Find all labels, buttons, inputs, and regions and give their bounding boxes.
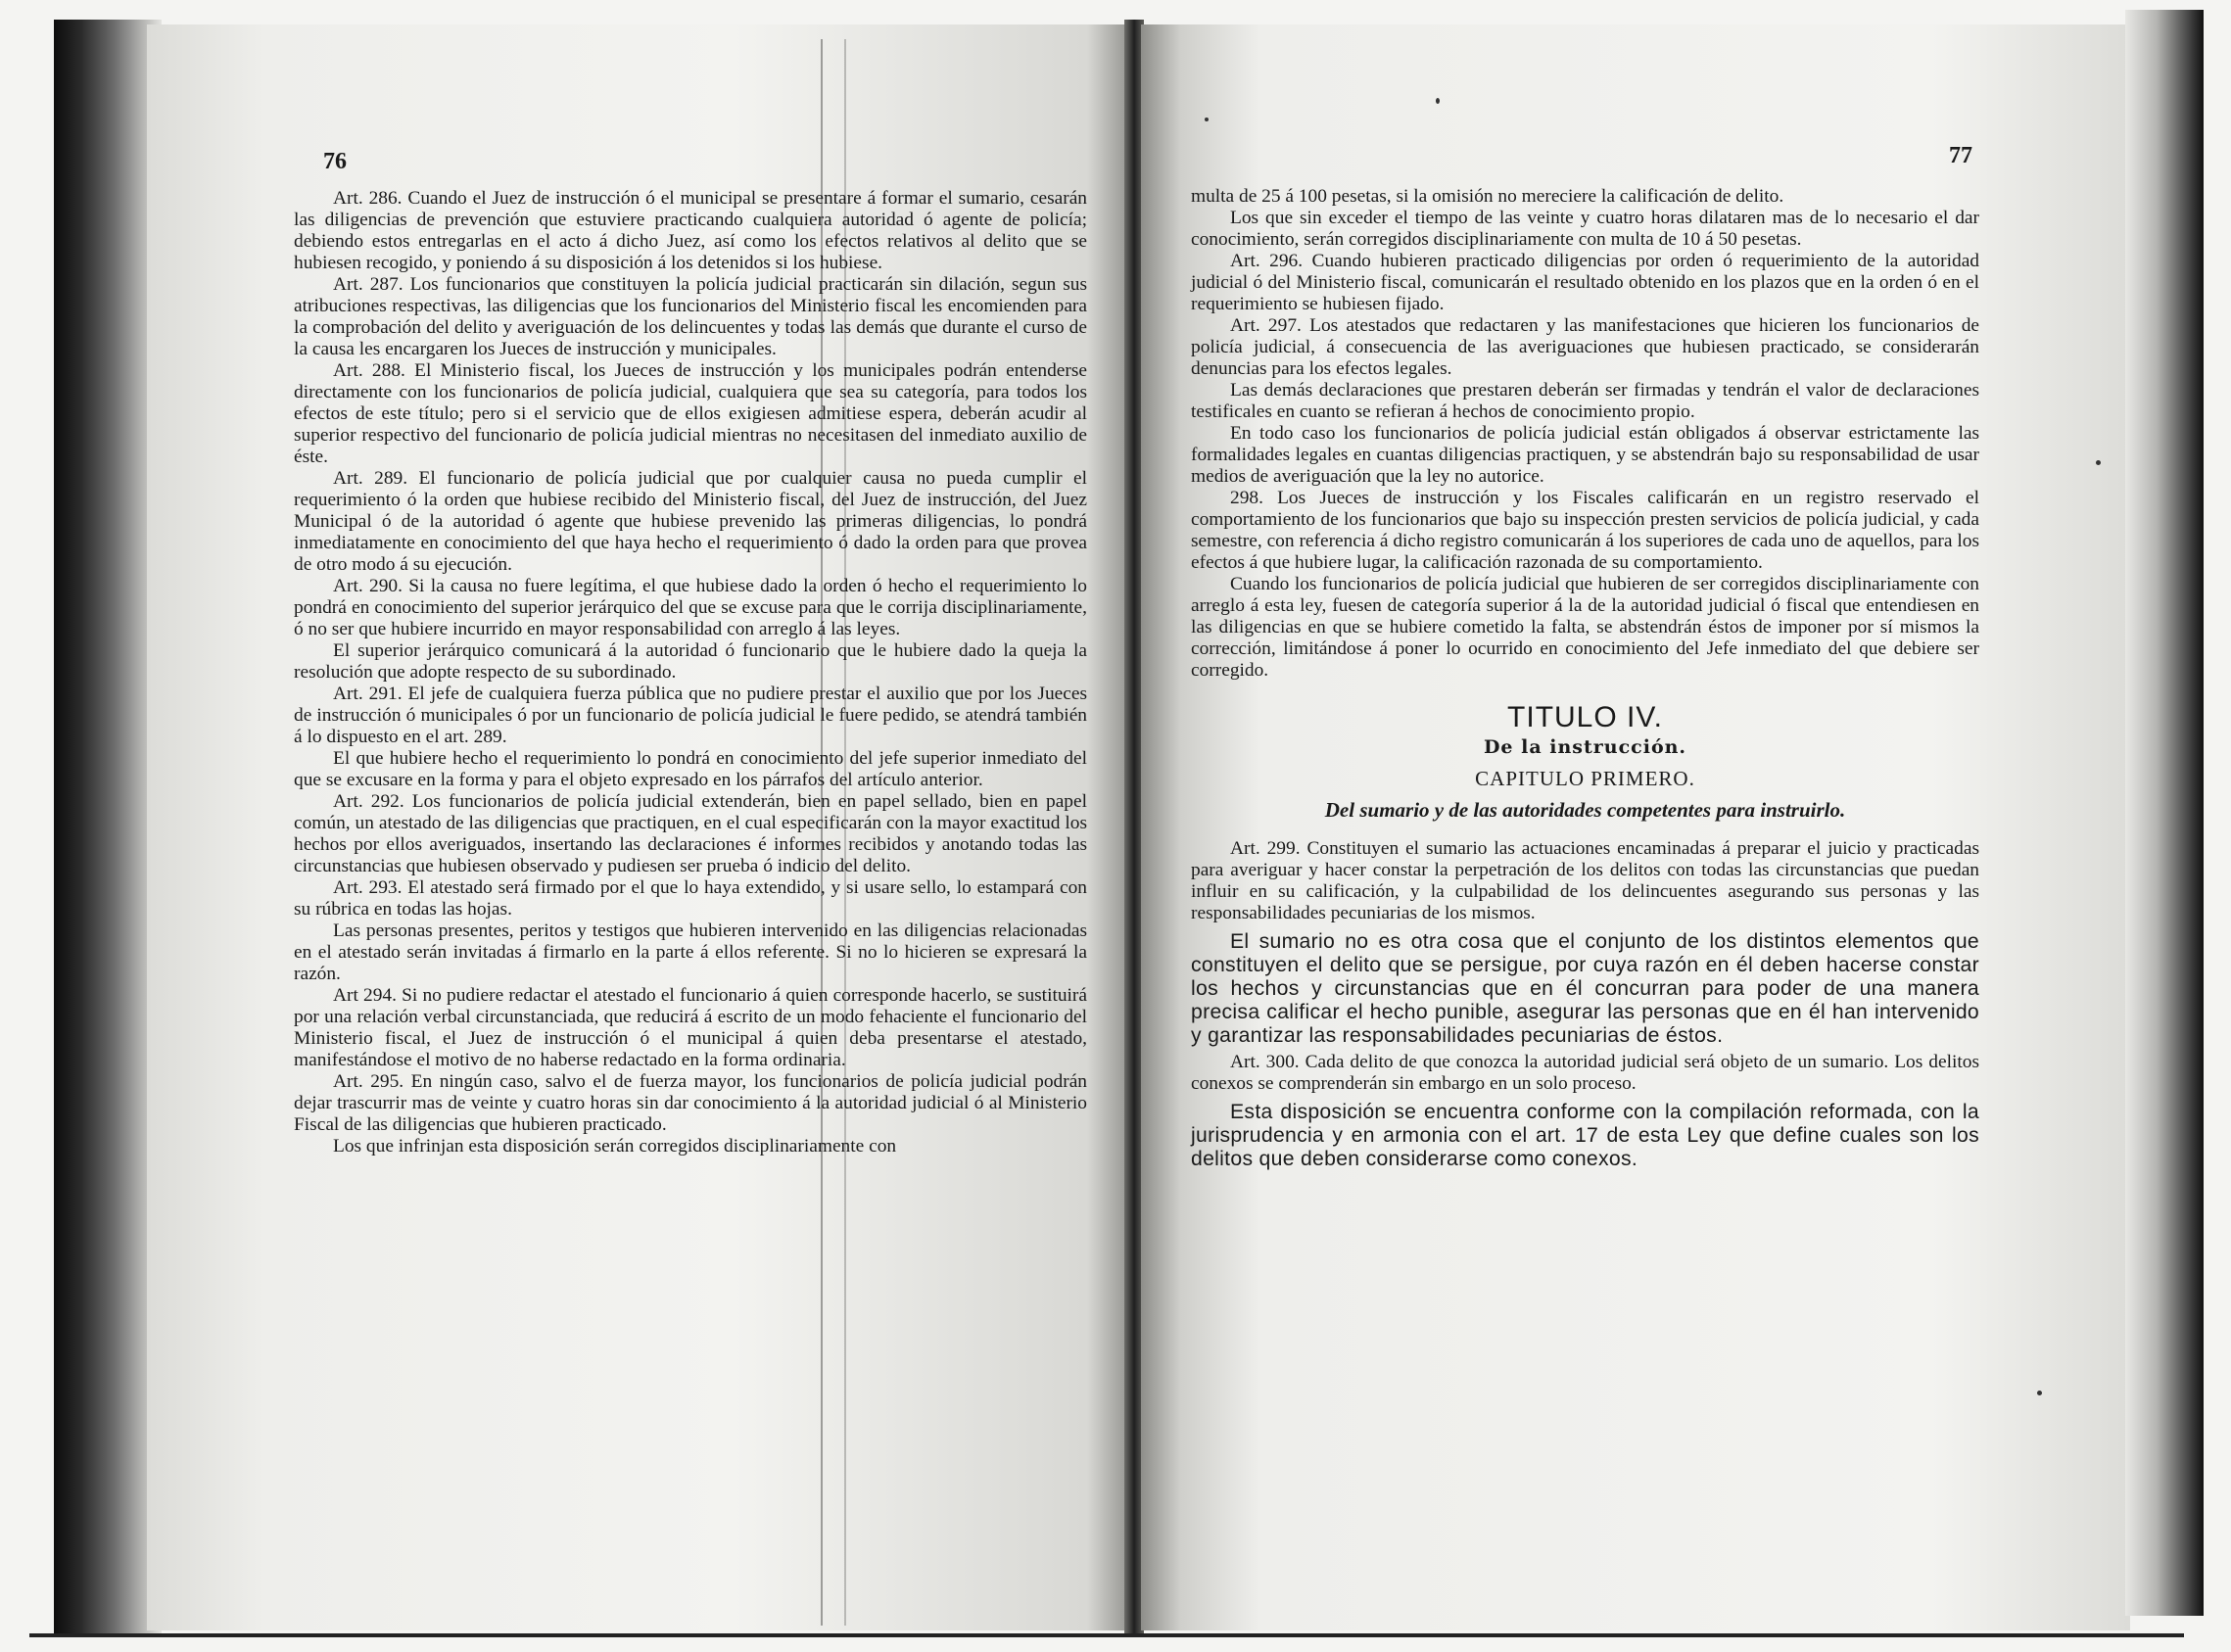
scan-speck <box>2037 1391 2042 1395</box>
book-edge-right <box>2125 10 2204 1616</box>
article-paragraph: Art. 295. En ningún caso, salvo el de fuerza mayor, los funcionarios de policía judicial podrán dejar trascurrir mas de veinte y cuatro horas sin dar conocimiento á la autoridad judicial ó al Ministerio Fiscal de las diligencias que hubieren practicado. <box>294 1071 1087 1135</box>
capitulo-subheading: Del sumario y de las autoridades competentes para instruirlo. <box>1324 798 1846 822</box>
article-paragraph: Art. 287. Los funcionarios que constituyen la policía judicial practicarán sin dilación, segun sus atribuciones respectivas, las diligencias que los funcionarios del Ministerio fiscal les encomienden para la comprobación del delito y averiguación de los delincuentes y todas las demás que durante el curso de la causa les encargaren los Jueces de instrucción y municipales. <box>294 274 1087 359</box>
scan-speck <box>1436 98 1440 104</box>
article-paragraph: Las demás declaraciones que prestaren deberán ser firmadas y tendrán el valor de declaraciones testificales en cuanto se refieran á hechos de conocimiento propio. <box>1191 380 1979 422</box>
page-number-right: 77 <box>1949 143 1972 168</box>
article-paragraph: Las personas presentes, peritos y testigos que hubieren intervenido en las diligencias relacionadas en el atestado serán invitadas á firmarlo en la parte á ellos referente. Si no lo hicieren se expresará la razón. <box>294 920 1087 984</box>
right-page-text <box>1191 186 1979 1175</box>
article-paragraph: En todo caso los funcionarios de policía judicial están obligados á observar estrictamente las formalidades legales en cuantas diligencias practiquen, y se abstendrán bajo su responsabilidad de usar medios de averiguación que la ley no autorice. <box>1191 423 1979 487</box>
scan-speck <box>2096 460 2101 465</box>
page-number-left: 76 <box>323 149 347 174</box>
book-edge-left <box>54 20 162 1635</box>
titulo-subheading: De la instrucción. <box>1483 736 1687 758</box>
article-300: Art. 300. Cada delito de que conozca la autoridad judicial será objeto de un sumario. Los delitos conexos se comprenderán sin embargo en un solo proceso. <box>1191 1052 1979 1094</box>
article-paragraph: multa de 25 á 100 pesetas, si la omisión no mereciere la calificación de delito. <box>1191 186 1784 207</box>
capitulo-heading: CAPITULO PRIMERO. <box>1475 767 1695 790</box>
commentary-paragraph: El sumario no es otra cosa que el conjunto de los distintos elementos que constituyen el delito que se persigue, por cuya razón en él deben hacerse constar los hechos y circunstancias que en él concurran para poder de una manera precisa calificar el hecho punible, asegurar las personas que en él han intervenido y garantizar las responsabilidades pecuniarias de éstos. <box>1191 930 1979 1047</box>
article-paragraph: Art. 293. El atestado será firmado por el que lo haya extendido, y si usare sello, lo estampará con su rúbrica en todas las hojas. <box>294 877 1087 920</box>
article-paragraph: El superior jerárquico comunicará á la autoridad ó funcionario que le hubiere dado la queja la resolución que adopte respecto de su subordinado. <box>294 640 1087 683</box>
right-page-articles <box>1191 186 1979 682</box>
article-paragraph: Cuando los funcionarios de policía judicial que hubieren de ser corregidos disciplinariamente con arreglo á esta ley, fuesen de categoría superior á la de la autoridad judicial ó fiscal que entendiesen en las diligencias en que se hubiere cometido la falta, se abstendrán éstos de imponer por sí mismos la corrección, limitándose á poner lo ocurrido en conocimiento del Jefe inmediato del que debiere ser corregido. <box>1191 574 1979 681</box>
article-paragraph: Los que infrinjan esta disposición serán corregidos disciplinariamente con <box>333 1136 897 1156</box>
article-paragraph: Art. 288. El Ministerio fiscal, los Jueces de instrucción y los municipales podrán entenderse directamente con los funcionarios de policía judicial, cualquiera que sea su categoría, para todos los efectos de este título; pero si el servicio que de ellos exigiesen admitiese espera, deberán acudir al superior respectivo del funcionario de policía judicial mientras no necesitasen del inmediato auxilio de éste. <box>294 360 1087 467</box>
article-paragraph: Art. 297. Los atestados que redactaren y las manifestaciones que hicieren los funcionarios de policía judicial, á consecuencia de las averiguaciones que hubiesen practicado, se considerarán denuncias para los efectos legales. <box>1191 315 1979 379</box>
titulo-heading: TITULO IV. <box>1507 701 1663 733</box>
scan-bottom-edge <box>29 1633 2184 1637</box>
left-page-text <box>294 188 1087 1157</box>
article-paragraph: Art. 290. Si la causa no fuere legítima, el que hubiese dado la orden ó hecho el requerimiento lo pondrá en conocimiento del superior jerárquico del que se excuse para que le corrija disciplinariamente, ó no ser que hubiere incurrido en mayor responsabilidad con arreglo á las leyes. <box>294 576 1087 639</box>
scan-speck <box>1205 118 1209 121</box>
article-paragraph: Art. 291. El jefe de cualquiera fuerza pública que no pudiere prestar el auxilio que por los Jueces de instrucción ó municipales ó por un funcionario de policía judicial le fuere pedido, se atendrá también á lo dispuesto en el art. 289. <box>294 684 1087 747</box>
article-paragraph: Art. 296. Cuando hubieren practicado diligencias por orden ó requerimiento de la autoridad judicial ó del Ministerio fiscal, comunicarán el resultado obtenido en los plazos que en la orden ó en el requerimiento se hubiesen fijado. <box>1191 251 1979 314</box>
article-paragraph: Los que sin exceder el tiempo de las veinte y cuatro horas dilataren mas de lo necesario el dar conocimiento, serán corregidos disciplinariamente con multa de 10 á 50 pesetas. <box>1191 208 1979 250</box>
commentary-paragraph: Esta disposición se encuentra conforme con la compilación reformada, con la jurisprudencia y en armonia con el art. 17 de esta Ley que define cuales son los delitos que deben considerarse como conexos. <box>1191 1101 1979 1170</box>
article-paragraph: 298. Los Jueces de instrucción y los Fiscales calificarán en un registro reservado el comportamiento de los funcionarios que bajo su inspección presten servicios de policía judicial, y cada semestre, con referencia á dicho registro comunicarán á los superiores de cada uno de aquellos, para los efectos á que hubiere lugar, la calificación razonada de su comportamiento. <box>1191 488 1979 573</box>
article-paragraph: Art 294. Si no pudiere redactar el atestado el funcionario á quien corresponde hacerlo, se sustituirá por una relación verbal circunstanciada, que reducirá á escrito de un modo fehaciente el funcionario del Ministerio fiscal, el Juez de instrucción ó el municipal á quien deba presentarse el atestado, manifestándose el motivo de no haberse redactado en la forma ordinaria. <box>294 985 1087 1070</box>
article-paragraph: El que hubiere hecho el requerimiento lo pondrá en conocimiento del jefe superior inmediato del que se excusare en la forma y para el objeto expresado en los párrafos del artículo anterior. <box>294 748 1087 790</box>
article-paragraph: Art. 289. El funcionario de policía judicial que por cualquier causa no pueda cumplir el requerimiento ó la orden que hubiese recibido del Ministerio fiscal, del Juez de instrucción, del Juez Municipal ó de la autoridad ó agente que hubiese prevenido las primeras diligencias, lo pondrá inmediatamente en conocimiento del que haya hecho el requerimiento ó dado la orden para que provea de otro modo á su ejecución. <box>294 468 1087 575</box>
article-paragraph: Art. 286. Cuando el Juez de instrucción ó el municipal se presentare á formar el sumario, cesarán las diligencias de prevención que estuviere practicando cualquiera autoridad ó agente de policía; debiendo estos entregarlas en el acto á dicho Juez, así como los efectos relativos al delito que se hubiesen recogido, y poniendo á su disposición á los detenidos si los hubiese. <box>294 188 1087 273</box>
section-heading <box>1191 701 1979 822</box>
article-paragraph: Art. 292. Los funcionarios de policía judicial extenderán, bien en papel sellado, bien en papel común, un atestado de las diligencias que practiquen, en el cual especificarán con la mayor exactitud los hechos por ellos averiguados, insertando las declaraciones é informes recibidos y anotando todas las circunstancias que hubiesen observado y pudiesen ser prueba ó indicio del delito. <box>294 791 1087 876</box>
article-299: Art. 299. Constituyen el sumario las actuaciones encaminadas á preparar el juicio y practicadas para averiguar y hacer constar la perpetración de los delitos con todas las circunstancias que puedan influir en su calificación, y la culpabilidad de los delincuentes asegurando sus personas y las responsabilidades pecuniarias de los mismos. <box>1191 838 1979 923</box>
